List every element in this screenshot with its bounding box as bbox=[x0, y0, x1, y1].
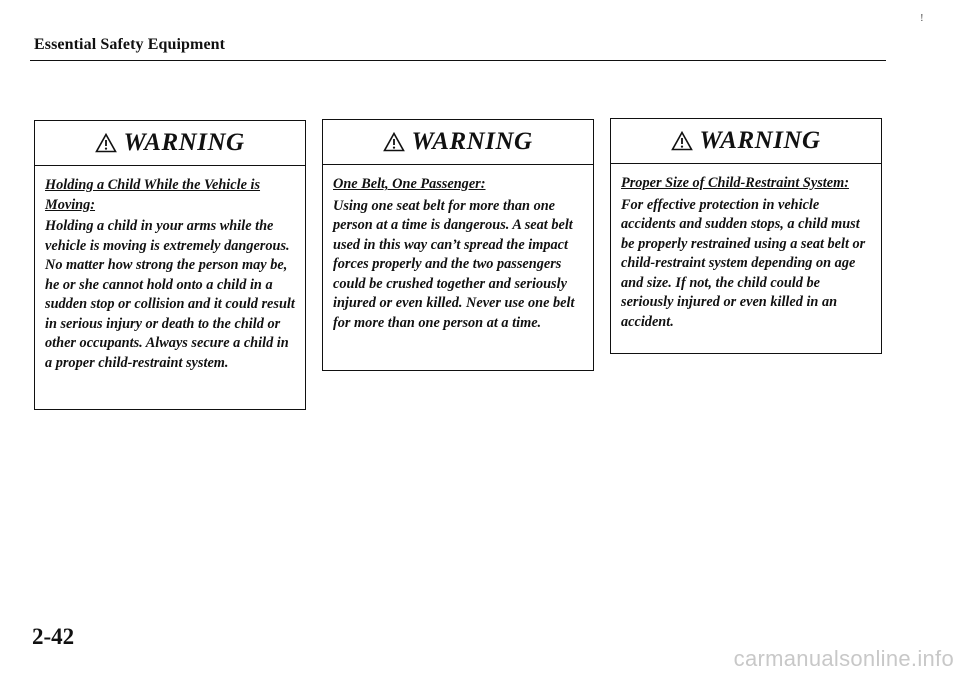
warning-subtitle: Proper Size of Child-Restraint System: bbox=[621, 175, 849, 191]
section-title: Essential Safety Equipment bbox=[34, 36, 226, 53]
warning-body bbox=[323, 165, 593, 333]
watermark-text: carmanualsonline.info bbox=[733, 646, 954, 671]
page-number: 2-42 bbox=[32, 624, 75, 649]
warning-header bbox=[323, 120, 593, 165]
warning-subtitle: One Belt, One Passenger: bbox=[333, 176, 486, 192]
header-rule bbox=[30, 60, 886, 61]
warning-body bbox=[35, 166, 305, 373]
warning-box-one-belt bbox=[322, 119, 594, 371]
warning-text: Holding a child in your arms while the vehicle is moving is extremely dangerous. No matter how strong the person may be, he or she cannot hold onto a child in a sudden stop or collision and it could result in serious injury or death to the child or other occupants. Always secure a child in a proper child-restraint system. bbox=[45, 218, 295, 371]
warning-triangle-icon bbox=[671, 131, 693, 151]
warning-title: WARNING bbox=[123, 129, 245, 156]
warning-box-holding-child bbox=[34, 120, 306, 410]
warning-subtitle: Holding a Child While the Vehicle is Moving: bbox=[45, 177, 261, 213]
corner-mark: ! bbox=[920, 12, 924, 24]
warning-header bbox=[35, 121, 305, 166]
warning-text: Using one seat belt for more than one person at a time is dangerous. A seat belt used in this way can’t spread the impact forces properly and the two passengers could be crushed together and seriously injured or even killed. Never use one belt for more than one person at a time. bbox=[333, 197, 575, 331]
warning-triangle-icon bbox=[95, 133, 117, 153]
warning-title: WARNING bbox=[411, 128, 533, 155]
warning-header bbox=[611, 119, 881, 164]
warning-text: For effective protection in vehicle accidents and sudden stops, a child must be properly restrained using a seat belt or child-restraint system depending on age and size. If not, the child could be seriously injured or even killed in an accident. bbox=[621, 196, 866, 330]
warning-triangle-icon bbox=[383, 132, 405, 152]
warning-body bbox=[611, 164, 881, 332]
warning-box-proper-size bbox=[610, 118, 882, 354]
warning-title: WARNING bbox=[699, 127, 821, 154]
